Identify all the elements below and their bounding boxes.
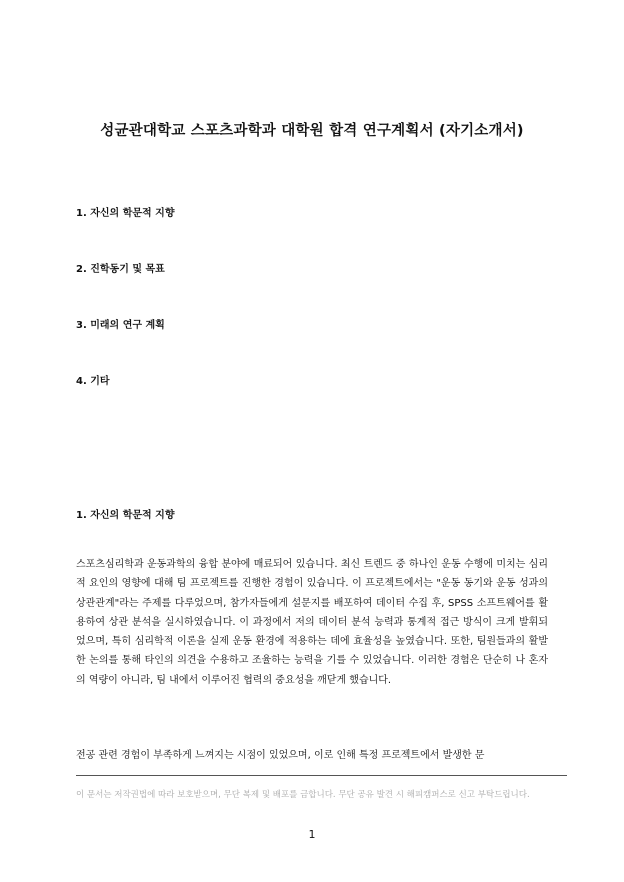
toc-item-4: 4. 기타 [76, 376, 110, 387]
body-paragraph-2-partial: 전공 관련 경험이 부족하게 느껴지는 시점이 있었으며, 이로 인해 특정 프로젝트에서 발생한 문 [76, 750, 485, 761]
document-title: 성균관대학교 스포츠과학과 대학원 합격 연구계획서 (자기소개서) [100, 123, 524, 139]
body-paragraph-1: 스포츠심리학과 운동과학의 융합 분야에 매료되어 있습니다. 최신 트렌드 중 하나인 운동 수행에 미치는 심리적 요인의 영향에 대해 팀 프로젝트를 진행한 경험이 있습니다. 이 프로젝트에서는 "운동 동기와 운동 성과의 상관관계"라는 주제를 다루었으며, 참가자들에게 설문지를 배포하여 데이터 수집 후, SPSS 소프트웨어를 활용하여 상관 분석을 실시하였습니다. 이 과정에서 저의 데이터 분석 능력과 통계적 접근 방식이 크게 발휘되었으며, 특히 심리학적 이론을 실제 운동 환경에 적용하는 데에 효율성을 높였습니다. 또한, 팀원들과의 활발한 논의를 통해 타인의 의견을 수용하고 조율하는 능력을 기를 수 있었습니다. 이러한 경험은 단순히 나 혼자의 역량이 아니라, 팀 내에서 이루어진 협력의 중요성을 깨닫게 했습니다. [76, 559, 548, 686]
toc-item-1: 1. 자신의 학문적 지향 [76, 208, 175, 219]
section-1-heading: 1. 자신의 학문적 지향 [76, 510, 175, 521]
footer-divider [76, 775, 567, 776]
copyright-notice: 이 문서는 저작권법에 따라 보호받으며, 무단 복제 및 배포를 금합니다. 무단 공유 발견 시 해피캠퍼스로 신고 부탁드립니다. [76, 790, 530, 800]
toc-item-3: 3. 미래의 연구 계획 [76, 320, 165, 331]
toc-item-2: 2. 진학동기 및 목표 [76, 264, 165, 275]
page-number: 1 [308, 828, 316, 841]
